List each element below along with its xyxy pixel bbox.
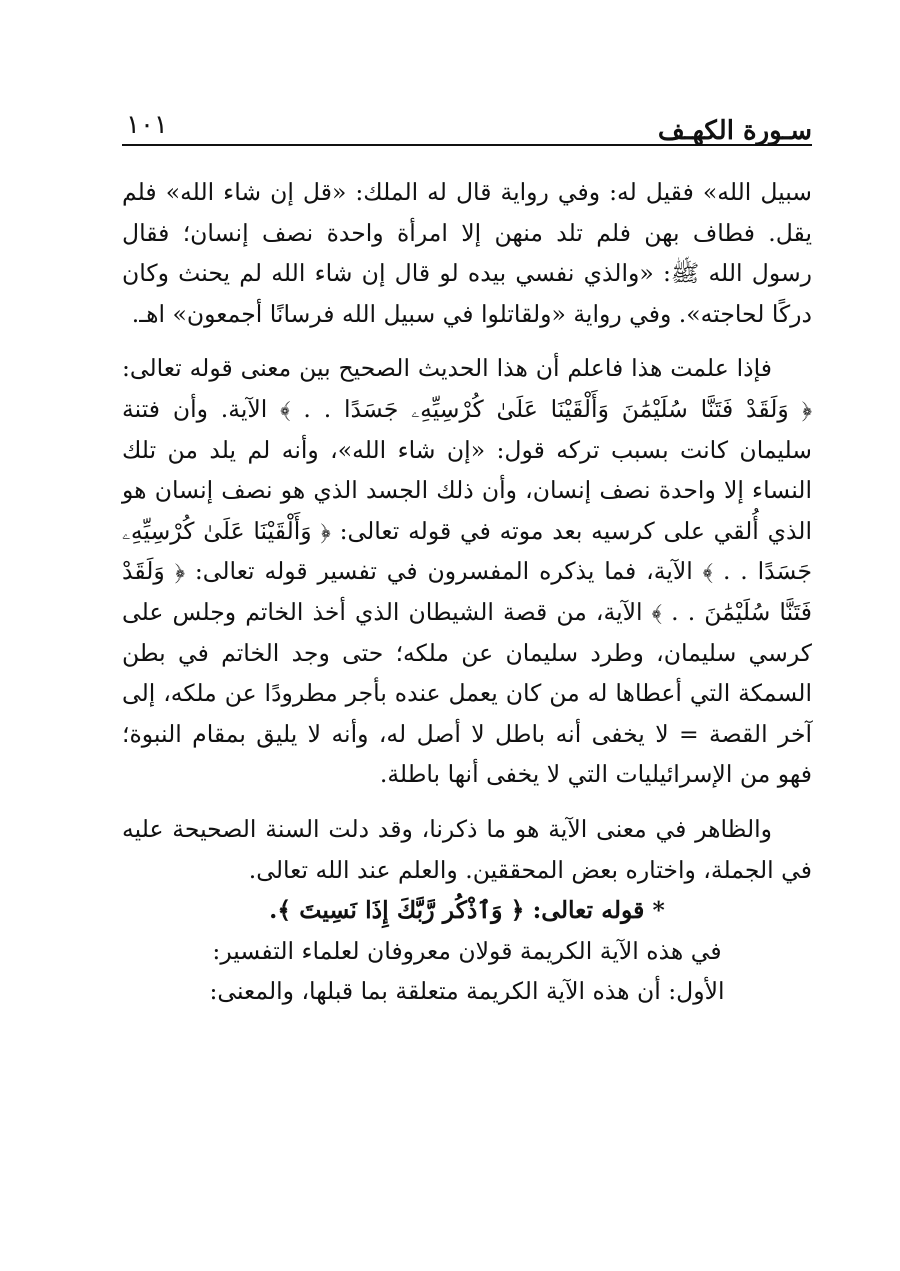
paragraph-conclusion: والظاهر في معنى الآية هو ما ذكرنا، وقد دلت السنة الصحيحة عليه في الجملة، واختاره بعض المحققين. والعلم عند الله تعالى. — [122, 814, 812, 884]
paragraph-explanation: فإذا علمت هذا فاعلم أن هذا الحديث الصحيح بين معنى قوله تعالى: ﴿ وَلَقَدْ فَتَنَّا سُلَيْمَٰنَ وَأَلْقَيْنَا عَلَىٰ كُرْسِيِّهِۦ جَسَدًا . . ﴾ الآية. وأن فتنة سليمان كانت بسبب تركه قول: «إن شاء الله»، وأنه لم يلد من تلك النساء إلا واحدة نصف إنسان، وأن ذلك الجسد الذي هو نصف إنسان هو الذي أُلقي على كرسيه بعد موته في قوله تعالى: ﴿ وَأَلْقَيْنَا عَلَىٰ كُرْسِيِّهِۦ جَسَدًا . . ﴾ الآية، فما يذكره المفسرون في تفسير قوله تعالى: ﴿ وَلَقَدْ فَتَنَّا سُلَيْمَٰنَ . . ﴾ الآية، من قصة الشيطان الذي أخذ الخاتم وجلس على كرسي سليمان، وطرد سليمان عن ملكه؛ حتى وجد الخاتم في بطن السمكة التي أعطاها له من كان يعمل عنده بأجر مطرودًا عن ملكه، إلى آخر القصة = لا يخفى أنه باطل لا أصل له، وأنه لا يليق بمقام النبوة؛ فهو من الإسرائيليات التي لا يخفى أنها باطلة. — [122, 354, 812, 789]
verse-heading: * قوله تعالى: ﴿ وَٱذْكُر رَّبَّكَ إِذَا نَسِيتَ ﴾. — [269, 896, 665, 925]
paragraph-hadith-continuation: سبيل الله» فقيل له: وفي رواية قال له الملك: «قل إن شاء الله» فلم يقل. فطاف بهن فلم تلد منهن إلا امرأة واحدة نصف إنسان؛ فقال رسول الله ﷺ: «والذي نفسي بيده لو قال إن شاء الله لم يحنث وكان دركًا لحاجته». وفي رواية «ولقاتلوا في سبيل الله فرسانًا أجمعون» اهـ. — [122, 178, 812, 328]
paragraph-two-opinions: في هذه الآية الكريمة قولان معروفان لعلماء التفسير: — [212, 936, 722, 965]
page-number: ١٠١ — [126, 110, 168, 140]
page-header — [122, 100, 812, 146]
book-page — [122, 100, 812, 1220]
page-body — [122, 172, 812, 1012]
surah-title: سـورة الكهـف — [657, 116, 812, 146]
paragraph-first-opinion: الأول: أن هذه الآية الكريمة متعلقة بما قبلها، والمعنى: — [209, 977, 725, 1006]
